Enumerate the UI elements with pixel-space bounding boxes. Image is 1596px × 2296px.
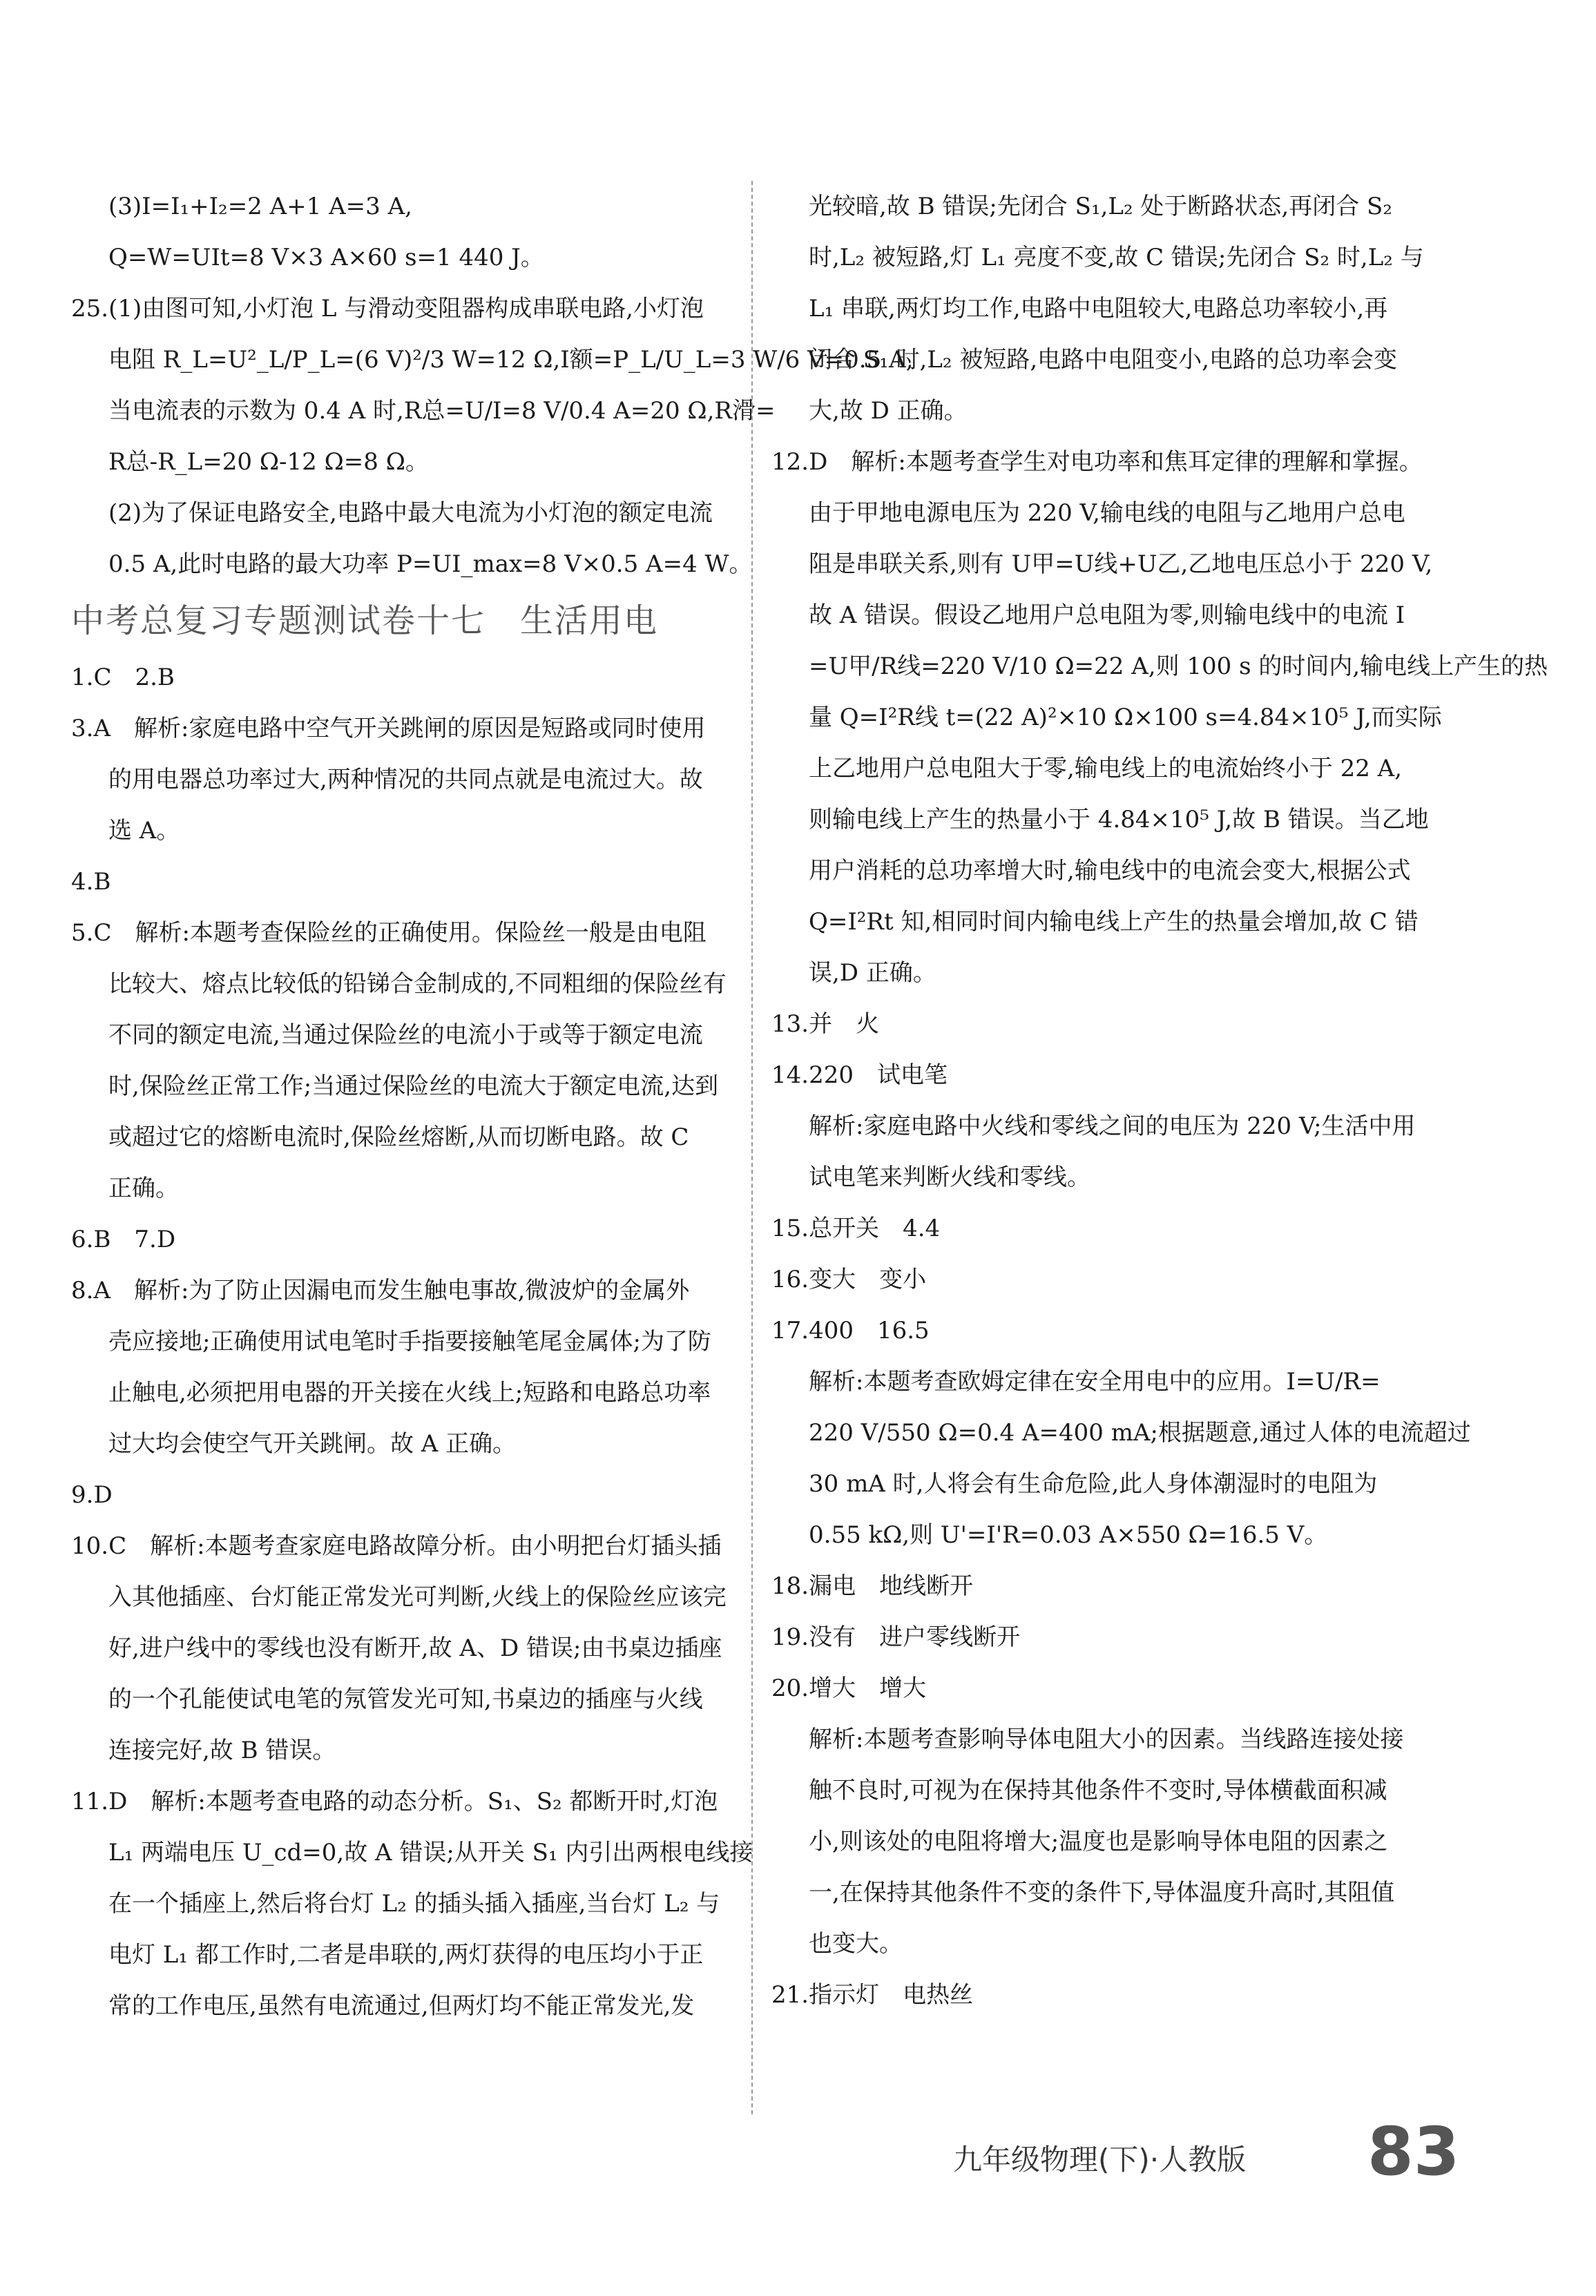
text-line: 12.D 解析:本题考查学生对电功率和焦耳定律的理解和掌握。: [771, 448, 1423, 476]
text-line: 0.5 A,此时电路的最大功率 P=UI_max=8 V×0.5 A=4 W。: [108, 550, 753, 578]
text-line: 不同的额定电流,当通过保险丝的电流小于或等于额定电流: [108, 1021, 703, 1049]
text-line: 壳应接地;正确使用试电笔时手指要接触笔尾金属体;为了防: [108, 1328, 711, 1356]
text-line: 常的工作电压,虽然有电流通过,但两灯均不能正常发光,发: [108, 1992, 695, 2020]
text-line: =U甲/R线=220 V/10 Ω=22 A,则 100 s 的时间内,输电线上产生的热: [809, 653, 1548, 680]
right-column: [771, 181, 1548, 2020]
book-label: 九年级物理(下)·人教版: [953, 2143, 1247, 2177]
section-heading: 中考总复习专题测试卷十七 生活用电: [71, 601, 659, 640]
text-line: 时,保险丝正常工作;当通过保险丝的电流大于额定电流,达到: [108, 1072, 719, 1100]
text-line: 30 mA 时,人将会有生命危险,此人身体潮湿时的电阻为: [809, 1470, 1378, 1498]
text-line: 9.D: [71, 1481, 113, 1509]
text-line: 6.B 7.D: [71, 1226, 176, 1253]
text-line: 5.C 解析:本题考查保险丝的正确使用。保险丝一般是由电阻: [71, 919, 706, 947]
text-line: 16.变大 变小: [771, 1266, 927, 1293]
text-line: 量 Q=I²R线 t=(22 A)²×10 Ω×100 s=4.84×10⁵ J,而实际: [809, 704, 1442, 731]
text-line: 电阻 R_L=U²_L/P_L=(6 V)²/3 W=12 Ω,I额=P_L/U_L=3 W/6 V=0.5 A,: [108, 346, 914, 374]
text-line: 20.增大 增大: [771, 1675, 927, 1702]
page-number: 83: [1367, 2113, 1460, 2190]
text-line: 用户消耗的总功率增大时,输电线中的电流会变大,根据公式: [809, 857, 1411, 885]
text-line: 4.B: [71, 868, 111, 896]
text-line: 的一个孔能使试电笔的氖管发光可知,书桌边的插座与火线: [108, 1686, 703, 1713]
text-line: 阻是串联关系,则有 U甲=U线+U乙,乙地电压总小于 220 V,: [809, 550, 1433, 578]
text-line: 解析:本题考查欧姆定律在安全用电中的应用。I=U/R=: [809, 1368, 1381, 1396]
text-line: 解析:本题考查影响导体电阻大小的因素。当线路连接处接: [809, 1726, 1404, 1753]
text-line: 0.55 kΩ,则 U'=I'R=0.03 A×550 Ω=16.5 V。: [809, 1521, 1328, 1549]
text-line: 当电流表的示数为 0.4 A 时,R总=U/I=8 V/0.4 A=20 Ω,R滑=: [108, 397, 776, 425]
column-divider: [751, 181, 753, 2114]
text-line: 3.A 解析:家庭电路中空气开关跳闸的原因是短路或同时使用: [71, 715, 706, 742]
text-line: 选 A。: [108, 817, 180, 845]
text-line: 由于甲地电源电压为 220 V,输电线的电阻与乙地用户总电: [809, 499, 1405, 527]
text-line: 闭合 S₁ 时,L₂ 被短路,电路中电阻变小,电路的总功率会变: [809, 346, 1397, 374]
text-line: 18.漏电 地线断开: [771, 1572, 974, 1600]
text-line: 在一个插座上,然后将台灯 L₂ 的插头插入插座,当台灯 L₂ 与: [108, 1890, 720, 1918]
text-line: 220 V/550 Ω=0.4 A=400 mA;根据题意,通过人体的电流超过: [809, 1419, 1471, 1447]
text-line: 19.没有 进户零线断开: [771, 1623, 1021, 1651]
page-footer: [953, 2113, 1506, 2196]
text-line: 1.C 2.B: [71, 664, 175, 691]
text-line: 25.(1)由图可知,小灯泡 L 与滑动变阻器构成串联电路,小灯泡: [71, 295, 704, 322]
text-line: 或超过它的熔断电流时,保险丝熔断,从而切断电路。故 C: [108, 1123, 689, 1151]
text-line: 故 A 错误。假设乙地用户总电阻为零,则输电线中的电流 I: [809, 601, 1405, 629]
text-line: 也变大。: [809, 1930, 903, 1958]
text-line: R总-R_L=20 Ω-12 Ω=8 Ω。: [108, 448, 429, 476]
text-line: 解析:家庭电路中火线和零线之间的电压为 220 V;生活中用: [809, 1112, 1416, 1140]
text-line: 17.400 16.5: [771, 1317, 930, 1344]
text-line: Q=I²Rt 知,相同时间内输电线上产生的热量会增加,故 C 错: [809, 908, 1419, 936]
text-line: 比较大、熔点比较低的铅锑合金制成的,不同粗细的保险丝有: [108, 970, 727, 998]
text-line: 15.总开关 4.4: [771, 1215, 941, 1242]
text-line: 止触电,必须把用电器的开关接在火线上;短路和电路总功率: [108, 1379, 711, 1407]
text-line: 小,则该处的电阻将增大;温度也是影响导体电阻的因素之: [809, 1828, 1388, 1855]
text-line: 上乙地用户总电阻大于零,输电线上的电流始终小于 22 A,: [809, 755, 1403, 782]
text-line: 连接完好,故 B 错误。: [108, 1737, 336, 1764]
text-line: 电灯 L₁ 都工作时,二者是串联的,两灯获得的电压均小于正: [108, 1941, 704, 1969]
text-line: L₁ 串联,两灯均工作,电路中电阻较大,电路总功率较小,再: [809, 295, 1388, 322]
text-line: 大,故 D 正确。: [809, 397, 968, 425]
text-line: (2)为了保证电路安全,电路中最大电流为小灯泡的额定电流: [108, 499, 713, 527]
text-line: 则输电线上产生的热量小于 4.84×10⁵ J,故 B 错误。当乙地: [809, 806, 1429, 833]
text-line: 试电笔来判断火线和零线。: [809, 1164, 1090, 1191]
text-line: 10.C 解析:本题考查家庭电路故障分析。由小明把台灯插头插: [71, 1532, 722, 1560]
text-line: 光较暗,故 B 错误;先闭合 S₁,L₂ 处于断路状态,再闭合 S₂: [809, 193, 1392, 220]
text-line: 过大均会使空气开关跳闸。故 A 正确。: [108, 1430, 517, 1458]
text-line: 8.A 解析:为了防止因漏电而发生触电事故,微波炉的金属外: [71, 1277, 690, 1304]
text-line: 触不良时,可视为在保持其他条件不变时,导体横截面积减: [809, 1777, 1387, 1804]
text-line: Q=W=UIt=8 V×3 A×60 s=1 440 J。: [108, 244, 544, 271]
text-line: 入其他插座、台灯能正常发光可判断,火线上的保险丝应该完: [108, 1583, 727, 1611]
text-line: 13.并 火: [771, 1010, 880, 1038]
text-line: 时,L₂ 被短路,灯 L₁ 亮度不变,故 C 错误;先闭合 S₂ 时,L₂ 与: [809, 244, 1424, 271]
text-line: 21.指示灯 电热丝: [771, 1981, 974, 2009]
text-line: 误,D 正确。: [809, 959, 936, 987]
text-line: (3)I=I₁+I₂=2 A+1 A=3 A,: [108, 193, 412, 220]
text-line: L₁ 两端电压 U_cd=0,故 A 错误;从开关 S₁ 内引出两根电线接: [108, 1839, 753, 1866]
text-line: 好,进户线中的零线也没有断开,故 A、D 错误;由书桌边插座: [108, 1634, 722, 1662]
text-line: 一,在保持其他条件不变的条件下,导体温度升高时,其阻值: [809, 1879, 1395, 1907]
text-line: 14.220 试电笔: [771, 1061, 948, 1089]
text-line: 11.D 解析:本题考查电路的动态分析。S₁、S₂ 都断开时,灯泡: [71, 1788, 718, 1815]
text-line: 的用电器总功率过大,两种情况的共同点就是电流过大。故: [108, 766, 703, 793]
text-line: 正确。: [108, 1175, 179, 1202]
